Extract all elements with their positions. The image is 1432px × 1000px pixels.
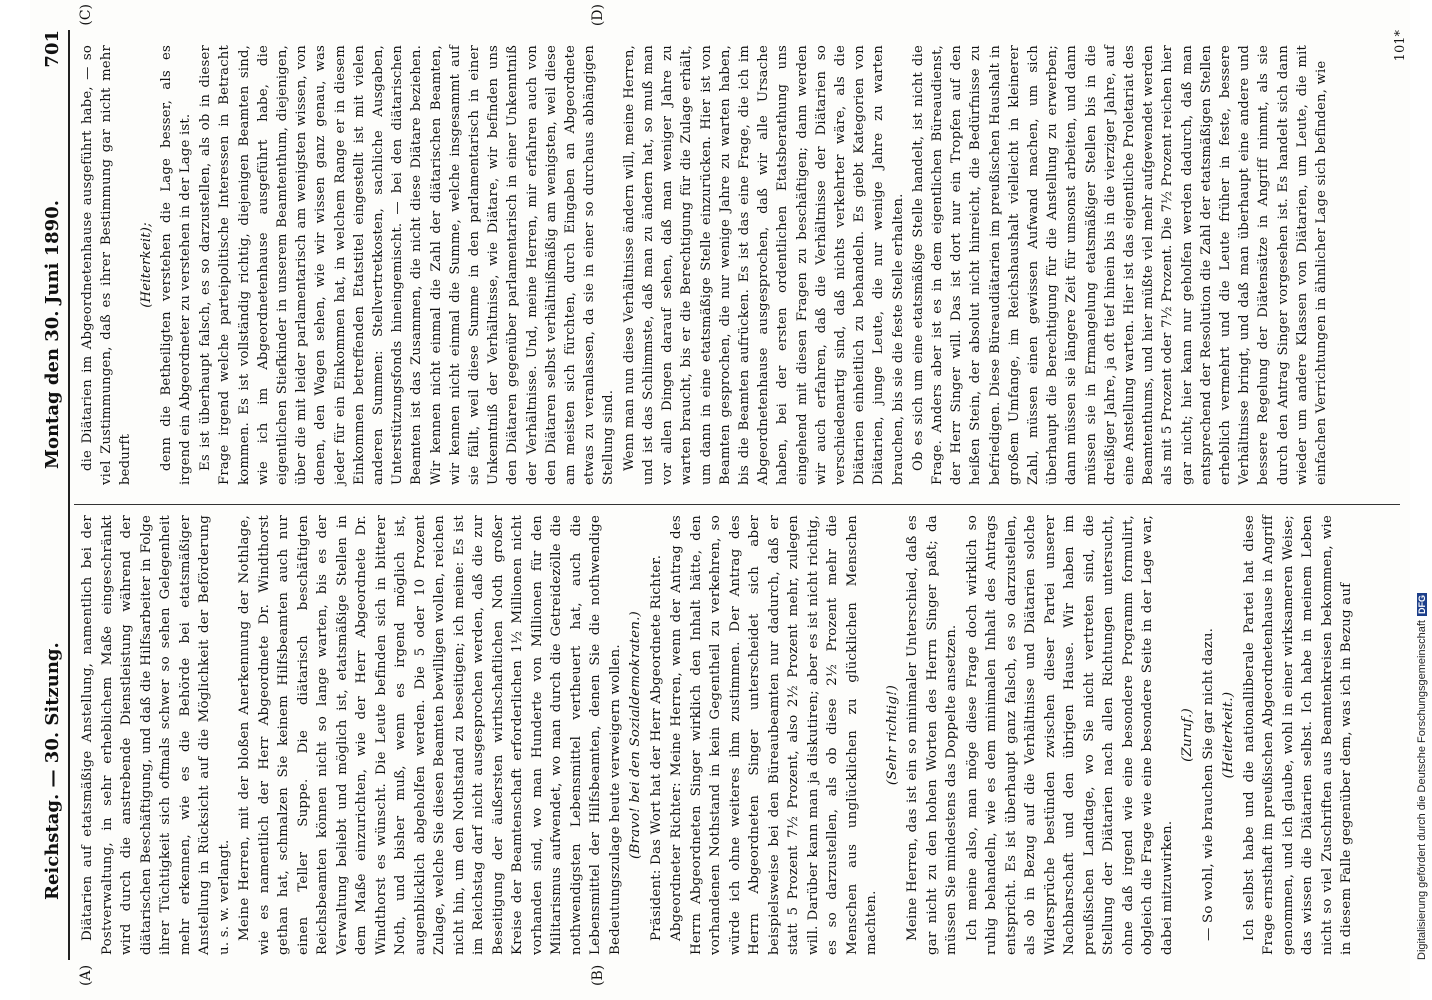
marker-c: (C) xyxy=(78,4,94,26)
column-divider xyxy=(74,504,1400,505)
header-right: Montag den 30. Juni 1890. xyxy=(42,200,63,469)
paragraph: denn die Betheiligten verstehen die Lage besser, als es irgend ein Abgeordneter zu verstehen in der Lage ist. xyxy=(158,45,194,485)
paragraph: (Bravo! bei den Sozialdemokraten.) xyxy=(628,611,643,859)
page-number: 701 xyxy=(42,30,63,68)
page-header xyxy=(38,30,70,960)
digitization-note xyxy=(1416,593,1428,960)
scanned-page xyxy=(30,0,1428,1000)
paragraph: (Sehr richtig!) xyxy=(884,684,900,786)
paragraph: Es ist überhaupt falsch, es so darzustellen, als ob in dieser Frage irgend welche parteipolitische Interessen in Betracht kommen. Es ist vollständig richtig, diejenigen Beamten sind, wie ich im Abgeordnetenhause ausgeführt habe, die eigentlichen Stiefkinder in unserem Beamtenthum, diejenigen, über die mit leider parlamentarisch am wenigsten wissen, von denen, den Wagen sehen, wie wir wissen ganz genau, was jeder für ein Einkommen hat, in welchem Range er in diesem Einkommen betreffenden Etatstitel eingestellt ist mit vielen anderen Summen: Stellvertretkosten, sachliche Ausgaben, Unterstützungsfonds hineingemischt. — bei den diätarischen Beamten ist das Zusammen, die nicht diese Diätare beziehen. Wir kennen nicht einmal die Zahl der diätarischen Beamten, wir kennen nicht einmal die Summe, welche insgesammt auf sie fällt, weil diese Summe in den parlamentarisch in einer Unkenntniß der Verhältnisse, wie Diätare, wir befinden uns den Diätaren gegenüber parlamentarisch in einer Unkenntniß der Verhältnisse. Und, meine Herren, mir erfahren auch von den Diätaren selbst verhältnißmäßig am wenigsten, weil diese am meisten sich fürchten, durch Eingaben an Abgeordnete etwas zu veranlassen, da sie in einer so durchaus abhängigen Stellung sind. xyxy=(198,45,617,485)
marker-d: (D) xyxy=(590,4,606,27)
paragraph: Ich meine also, man möge diese Frage doch wirklich so ruhig behandeln, wie es dem minimalen Inhalt des Antrags entspricht. Es ist überhaupt ganz falsch, es so darzustellen, als ob in Bezug auf die Verhältnisse und Diätarien solche Widersprüche bestünden zwischen dieser Partei unserer Nachbarschaft und den übrigen Hause. Wir haben im preußischen Landtage, wo Sie nicht vertreten sind, die Stellung der Diätarien nach allen Richtungen untersucht, ohne daß irgend wie eine besondere Programm formulirt, obgleich die Frage wie eine besondere Seite in der Lage war, dabei mitzuwirken. xyxy=(964,515,1175,955)
paragraph: (Heiterkeit.) xyxy=(1221,691,1236,779)
paragraph: Diätarien auf etatsmäßige Anstellung, namentlich bei der Postverwaltung, in sehr erheblichem Maße eingeschränkt wird durch die anstrebende Dienstleistung während der diätarischen Beschäftigung, und daß die Hilfsarbeiter in Folge ihrer Tüchtigkeit sich oftmals schwer so sehen Gelegenheit mehr erkennen, wie es die Behörde bei etatsmäßiger Anstellung in Rücksicht auf die Möglichkeit der Beförderung u. s. w. verlangt. xyxy=(80,515,232,955)
marker-a: (A) xyxy=(78,964,94,986)
marker-b: (B) xyxy=(590,964,606,986)
header-left: Reichstag. — 30. Sitzung. xyxy=(42,642,63,900)
signature-mark: 101* xyxy=(1393,30,1408,62)
paragraph: Meine Herren, das ist ein so minimaler Unterschied, daß es gar nicht zu den hohen Worten des Herrn Singer paßt; da müssen Sie mindestens das Doppelte ansetzen. xyxy=(905,515,959,955)
right-column xyxy=(78,45,1332,485)
paragraph: (Zuruf.) xyxy=(1180,708,1195,762)
paragraph: Abgeordneter Richter: Meine Herren, wenn der Antrag des Herrn Abgeordneten Singer wirklich den Inhalt hätte, den vorhandenen Nothstand in kein Gegentheil zu verkehren, so würde ich ohne weiteres ihm zustimmen. Der Antrag des Herrn Abgeordneten Singer unterscheidet sich aber beispielsweise bei den Büreaubeamten nur dadurch, daß er statt 5 Prozent 7½ Prozent, also 2½ Prozent mehr, zulegen will. Darüber kann man ja diskutiren; aber es ist nicht richtig, es so darzustellen, als ob diese 2½ Prozent mehr die Menschen aus unglücklichen zu glücklichen Menschen machten. xyxy=(669,515,879,955)
dfg-logo: DFG xyxy=(1417,595,1427,615)
paragraph: (Heiterkeit); xyxy=(138,222,154,308)
left-column xyxy=(78,515,1358,955)
paragraph: — So wohl, wie brauchen Sie gar nicht dazu. xyxy=(1200,627,1216,941)
paragraph: Ob es sich um eine etatsmäßige Stelle handelt, ist nicht die Frage. Anders aber ist es in dem eigentlichen Büreaudienst, der Herr Singer will. Das ist dort nur ein Tropfen auf den heißen Stein, der absolut nicht hinreicht, die Bedürfnisse zu befriedigen. Diese Büreaudiätarien im preußischen Haushalt in großem Umfange, im Reichshaushalt vielleicht in kleinerer Zahl, müssen einen gewissen Aufwand machen, um sich überhaupt die Berechtigung für die Anstellung zu erwerben; dann müssen sie längere Zeit für umsonst arbeiten, und dann müssen sie in Ermangelung etatsmäßiger Stellen bis in die dreißiger Jahre, ja oft tief hinein bis in die vierziger Jahre, auf eine Anstellung warten. Hier ist das eigentliche Proletariat des Beamtenthums, und hier müßte viel mehr aufgewendet werden als mit 5 Prozent oder 7½ Prozent. Die 7½ Prozent reichen hier gar nicht; hier kann nur geholfen werden dadurch, daß man entsprechend der Resolution die Zahl der etatsmäßigen Stellen erheblich vermehrt und die Leute früher in feste, bessere Verhältnisse bringt, und daß man überhaupt eine andere und bessere Regelung der Diätensätze in Angriff nimmt, als sie durch den Antrag Singer vorgesehen ist. Es handelt sich dann wieder um andere Klassen von Diätarien, um Leute, die mit einfachen Verrichtungen in ähnlicher Lage sich befinden, wie xyxy=(910,45,1329,485)
paragraph: Präsident: Das Wort hat der Herr Abgeordnete Richter. xyxy=(648,554,664,941)
footnote-text: Digitalisierung gefördert durch die Deutsche Forschungsgemeinschaft xyxy=(1416,620,1428,960)
paragraph: Ich selbst habe und die nationalliberale Partei hat diese Frage ernsthaft im preußischen Abgeordnetenhause in Angriff genommen, und ich glaube, wohl in einer wirksameren Weise; das wissen die Diätarien selbst. Ich habe in meinem Leben nicht so viel Zuschriften aus Beamtenkreisen bekommen, wie in diesem Falle gegenüber dem, was ich in Bezug auf xyxy=(1241,515,1354,955)
paragraph: die Diätarien im Abgeordnetenhause ausgeführt habe, — so viel Zustimmungen, daß es ihrer Bestimmung gar nicht mehr bedurft xyxy=(80,45,134,485)
paragraph: Meine Herren, mit der bloßen Anerkennung der Nothlage, wie es namentlich der Herr Abgeordnete Dr. Windthorst gethan hat, schmalzen Sie keinem Hilfsbeamten auch nur einen Teller Suppe. Die diätarisch beschäftigten Reichsbeamten können nicht so lange warten, bis es der Verwaltung beliebt und möglich ist, etatsmäßige Stellen in dem Maße einzurichten, wie der Herr Abgeordnete Dr. Windthorst es wünscht. Die Leute befinden sich in bitterer Noth, und bisher muß, wenn es irgend möglich ist, augenblicklich abgeholfen werden. Die 5 oder 10 Prozent Zulage, welche Sie diesen Beamten bewilligen wollen, reichen nicht hin, um den Nothstand zu beseitigen; ich meine: Es ist im Reichstag darf nicht ausgesprochen werden, daß die zur Beseitigung der äußersten wirthschaftlichen Noth großer Kreise der Beamtenschaft erforderlichen 1½ Millionen nicht vorhanden sind, wo man Hunderte von Millionen für den Militarismus aufwendet, wo man durch die Getreidezölle die nothwendigsten Lebensmittel vertheuert hat, auch die Lebensmittel der Hilfsbeamten, denen Sie die nothwendige Bedeutungszulage heute verweigern wollen. xyxy=(237,515,623,955)
paragraph: Wenn man nun diese Verhältnisse ändern will, meine Herren, und ist das Schlimmste, daß man zu ändern hat, so muß man vor allen Dingen darauf sehen, daß man weniger Jahre zu warten braucht, bis er die Berechtigung für die Zulage erhält, um dann in eine etatsmäßige Stelle einzurücken. Hier ist von Beamten gesprochen, die nur wenige Jahre zu warten haben, bis die Beamten aufrücken. Es ist das eine Frage, die ich im Abgeordnetenhause ausgesprochen, daß wir alle Ursache haben, bei der ersten ordentlichen Etatsberathung uns eingehend mit diesen Fragen zu beschäftigen; dann werden wir auch erfahren, daß die Verhältnisse der Diätarien so verschiedenartig sind, daß nichts verkehrter wäre, als die Diätarien einheitlich zu behandeln. Es giebt Kategorien von Diätarien, junge Leute, die nur wenige Jahre zu warten brauchen, bis sie die feste Stelle erhalten. xyxy=(621,45,906,485)
